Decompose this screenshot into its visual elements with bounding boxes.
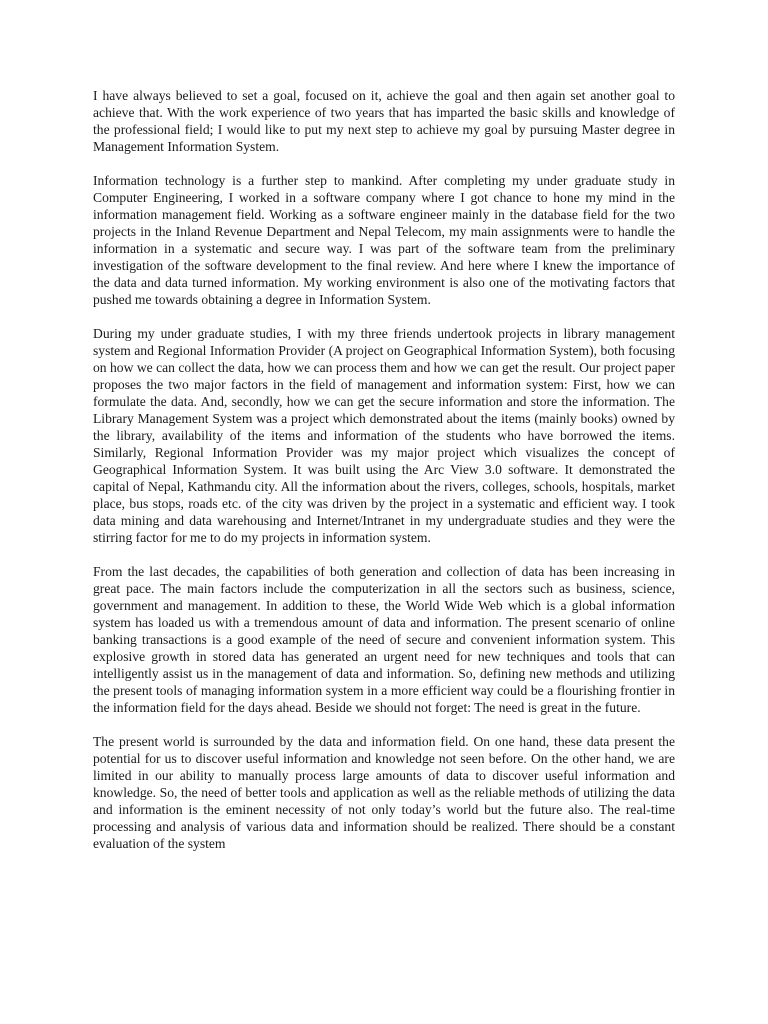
document-page: [93, 87, 675, 869]
paragraph-3: During my under graduate studies, I with my three friends undertook projects in library management system and Regional Information Provider (A project on Geographical Information System), both focusing on how we can collect the data, how we can process them and how we can get the result. Our project paper proposes the two major factors in the field of management and information system: First, how we can formulate the data. And, secondly, how we can get the secure information and store the information. The Library Management System was a project which demonstrated about the items (mainly books) owned by the library, availability of the items and information of the students who have borrowed the items. Similarly, Regional Information Provider was my major project which visualizes the concept of Geographical Information System. It was built using the Arc View 3.0 software. It demonstrated the capital of Nepal, Kathmandu city. All the information about the rivers, colleges, schools, hospitals, market place, bus stops, roads etc. of the city was driven by the project in a systematic and efficient way. I took data mining and data warehousing and Internet/Intranet in my undergraduate studies and they were the stirring factor for me to do my projects in information system.: [93, 326, 675, 545]
paragraph-1: I have always believed to set a goal, focused on it, achieve the goal and then again set another goal to achieve that. With the work experience of two years that has imparted the basic skills and knowledge of the professional field; I would like to put my next step to achieve my goal by pursuing Master degree in Management Information System.: [93, 88, 675, 154]
paragraph-2: Information technology is a further step to mankind. After completing my under graduate study in Computer Engineering, I worked in a software company where I got chance to hone my mind in the information management field. Working as a software engineer mainly in the database field for the two projects in the Inland Revenue Department and Nepal Telecom, my main assignments were to handle the information in a systematic and secure way. I was part of the software team from the preliminary investigation of the software development to the final review. And here where I knew the importance of the data and data turned information. My working environment is also one of the motivating factors that pushed me towards obtaining a degree in Information System.: [93, 173, 675, 307]
paragraph-5: The present world is surrounded by the data and information field. On one hand, these data present the potential for us to discover useful information and knowledge not seen before. On the other hand, we are limited in our ability to manually process large amounts of data to discover useful information and knowledge. So, the need of better tools and application as well as the reliable methods of utilizing the data and information is the eminent necessity of not only today’s world but the future also. The real-time processing and analysis of various data and information should be realized. There should be a constant evaluation of the system: [93, 734, 675, 851]
paragraph-4: From the last decades, the capabilities of both generation and collection of data has been increasing in great pace. The main factors include the computerization in all the sectors such as business, science, government and management. In addition to these, the World Wide Web which is a global information system has loaded us with a tremendous amount of data and information. The present scenario of online banking transactions is a good example of the need of secure and convenient information system. This explosive growth in stored data has generated an urgent need for new techniques and tools that can intelligently assist us in the management of data and information. So, defining new methods and utilizing the present tools of managing information system in a more efficient way could be a flourishing frontier in the information field for the days ahead. Beside we should not forget: The need is great in the future.: [93, 564, 675, 715]
